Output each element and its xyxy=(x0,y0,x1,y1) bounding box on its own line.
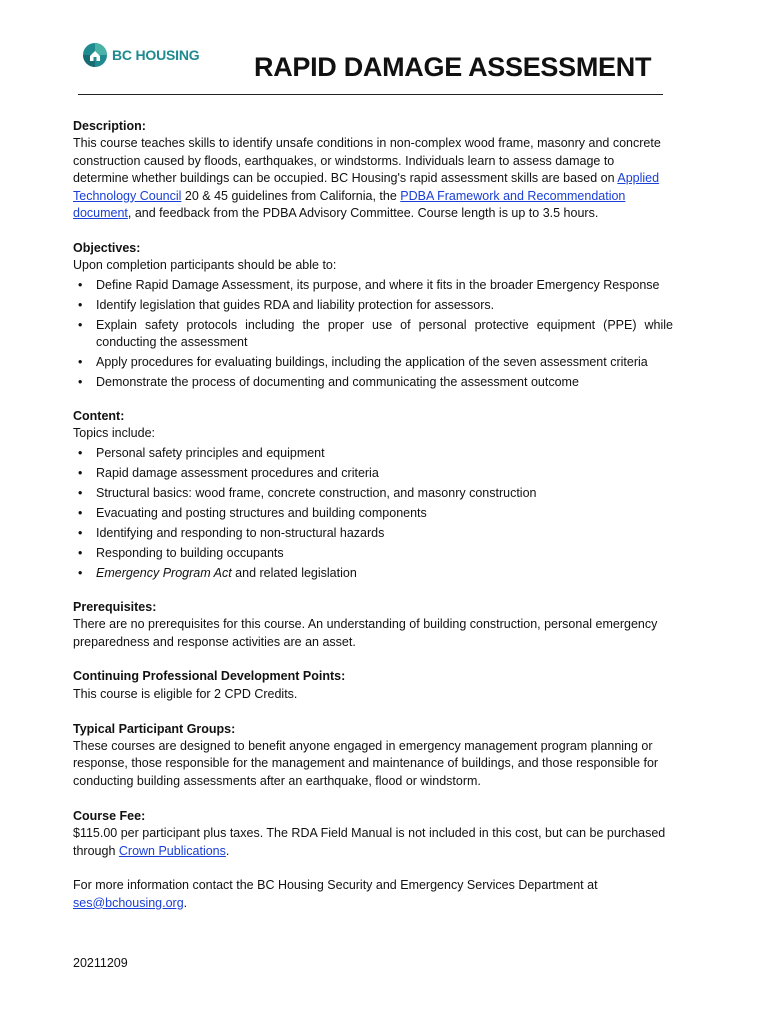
cpd-heading: Continuing Professional Development Points: xyxy=(73,669,346,684)
crown-publications-link[interactable]: Crown Publications xyxy=(118,843,226,858)
course-fee-heading: Course Fee: xyxy=(73,808,146,823)
header-divider xyxy=(78,94,663,95)
objectives-list xyxy=(73,277,673,392)
course-fee-text-part: $115.00 per participant plus taxes. The RDA Field Manual is not included in this cost, but can be purchased through xyxy=(73,826,666,858)
list-item: • Identifying and responding to non-structural hazards xyxy=(96,525,673,542)
contact-section xyxy=(73,877,673,912)
list-item xyxy=(96,565,673,582)
prerequisites-heading: Prerequisites: xyxy=(73,599,157,614)
contact-email-link[interactable]: ses@bchousing.org xyxy=(73,895,184,910)
content-list xyxy=(73,445,673,582)
prerequisites-section xyxy=(73,599,673,651)
course-fee-text xyxy=(73,825,673,860)
list-item: • Apply procedures for evaluating buildings, including the application of the seven assessment criteria xyxy=(96,354,673,371)
objectives-heading: Objectives: xyxy=(73,240,141,255)
objectives-section xyxy=(73,240,673,392)
document-code: 20211209 xyxy=(73,956,128,970)
description-section xyxy=(73,118,673,222)
list-item: • Identify legislation that guides RDA and liability protection for assessors. xyxy=(96,297,673,314)
participant-groups-section xyxy=(73,721,673,791)
bc-housing-logo-icon xyxy=(82,42,108,68)
participant-groups-text: These courses are designed to benefit anyone engaged in emergency management program planning or response, those responsible for the management and maintenance of buildings, and those responsible for conducting building assessments after an earthquake, flood or windstorm. xyxy=(73,739,659,788)
bc-housing-logo xyxy=(82,42,199,68)
description-text xyxy=(73,135,673,222)
page-title: RAPID DAMAGE ASSESSMENT xyxy=(254,52,652,82)
cpd-section xyxy=(73,668,673,703)
objectives-intro: Upon completion participants should be able to: xyxy=(73,258,337,273)
list-item: • Explain safety protocols including the proper use of personal protective equipment (PPE) while conducting the assessment xyxy=(96,317,673,352)
list-item: • Responding to building occupants xyxy=(96,545,673,562)
list-item: • Define Rapid Damage Assessment, its purpose, and where it fits in the broader Emergency Response xyxy=(96,277,673,294)
description-text-part: This course teaches skills to identify unsafe conditions in non-complex wood frame, masonry and concrete construction caused by floods, earthquakes, or windstorms. Individuals learn to assess damage to determine whether buildings can be occupied. BC Housing's rapid assessment skills are based on xyxy=(73,136,661,186)
logo-text: BC HOUSING xyxy=(112,47,200,63)
contact-text xyxy=(73,877,673,912)
list-item: • Structural basics: wood frame, concrete construction, and masonry construction xyxy=(96,485,673,502)
description-text-part: 20 & 45 guidelines from California, the xyxy=(181,188,401,203)
description-heading: Description: xyxy=(73,119,146,133)
list-item: • Rapid damage assessment procedures and criteria xyxy=(96,465,673,482)
course-fee-section xyxy=(73,808,673,860)
list-item-rest: and related legislation xyxy=(231,565,357,580)
contact-text-part: For more information contact the BC Housing Security and Emergency Services Department at xyxy=(73,878,598,893)
cpd-text: This course is eligible for 2 CPD Credits. xyxy=(73,686,298,701)
applied-technology-council-link[interactable]: Applied Technology Council xyxy=(73,171,660,203)
description-text-part: , and feedback from the PDBA Advisory Committee. Course length is up to 3.5 hours. xyxy=(127,206,599,221)
participant-groups-heading: Typical Participant Groups: xyxy=(73,721,236,736)
pdba-framework-link[interactable]: PDBA Framework and Recommendation document xyxy=(73,188,626,221)
content-heading: Content: xyxy=(73,409,125,424)
list-item: • Evacuating and posting structures and building components xyxy=(96,505,673,522)
contact-text-part: . xyxy=(183,895,188,910)
prerequisites-text: There are no prerequisites for this course. An understanding of building construction, personal emergency preparedness and response activities are an asset. xyxy=(73,617,658,649)
emergency-program-act: Emergency Program Act xyxy=(96,565,232,580)
content-section xyxy=(73,408,673,582)
content-intro: Topics include: xyxy=(73,426,155,441)
course-fee-text-part: . xyxy=(225,843,230,858)
list-item: • Personal safety principles and equipment xyxy=(96,445,673,462)
document-body xyxy=(73,118,673,912)
list-item: • Demonstrate the process of documenting and communicating the assessment outcome xyxy=(96,374,673,391)
